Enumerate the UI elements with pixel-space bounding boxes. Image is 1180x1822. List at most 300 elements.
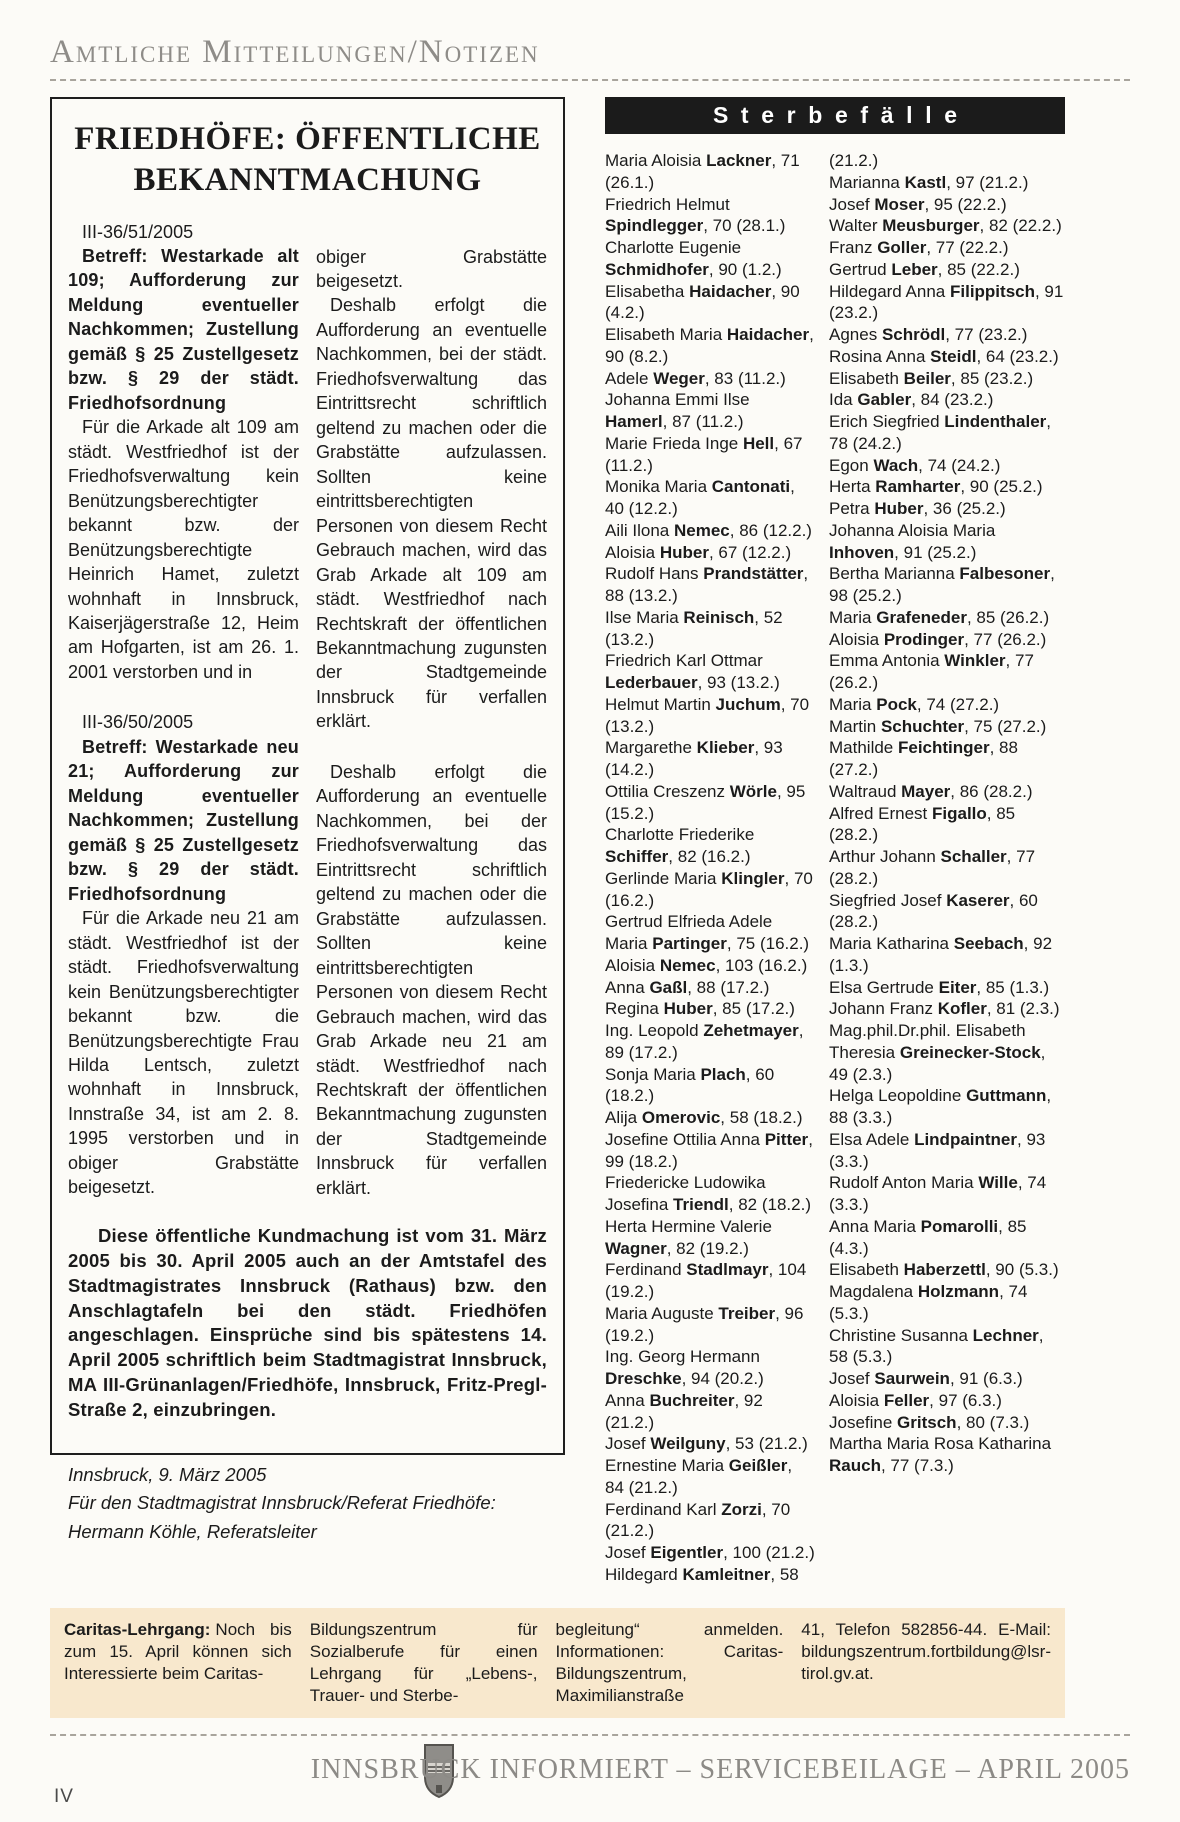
death-age-date: , 70 (16.2.) — [605, 868, 813, 910]
death-given-names: Maria Katharina — [829, 934, 954, 953]
notice-title-line2: BEKANNTMACHUNG — [133, 162, 482, 199]
notice-paragraph: obiger Grabstätte beigesetzt. — [316, 246, 547, 291]
death-surname: Nemec — [659, 955, 716, 975]
death-surname: Pock — [876, 694, 917, 714]
death-age-date: , 53 (21.2.) — [725, 1434, 808, 1454]
death-age-date: , 77 (26.2.) — [964, 629, 1047, 649]
death-entry — [605, 281, 815, 325]
death-age-date: , 95 (15.2.) — [605, 781, 806, 823]
death-entry — [605, 1390, 815, 1434]
death-surname: Spindlegger — [605, 216, 704, 236]
death-surname: Steidl — [930, 346, 977, 366]
death-entry — [829, 650, 1065, 694]
death-given-names: Elisabeth — [829, 368, 904, 388]
death-given-names: Rudolf Anton Maria — [829, 1173, 979, 1193]
death-entry — [829, 1390, 1065, 1412]
death-surname: Weger — [653, 368, 705, 388]
death-age-date: , 93 (14.2.) — [605, 738, 783, 779]
death-age-date: , 88 (3.3.) — [829, 1086, 1052, 1127]
death-entry — [829, 194, 1065, 216]
main-content — [50, 97, 1065, 1586]
death-given-names: Ferdinand Karl — [605, 1499, 722, 1519]
death-age-date: , 86 (28.2.) — [950, 781, 1033, 801]
death-entry — [605, 1020, 815, 1064]
notice-column-left — [68, 220, 299, 1201]
death-given-names: Martin — [829, 716, 881, 736]
death-surname: Feller — [883, 1390, 930, 1410]
death-given-names: Magdalena — [829, 1282, 918, 1301]
death-surname: Falbesoner — [959, 564, 1051, 584]
death-age-date: , 70 (28.1.) — [703, 216, 786, 236]
death-surname: Meusburger — [882, 216, 980, 236]
death-entry — [605, 237, 815, 281]
death-age-date: , 74 (5.3.) — [829, 1282, 1028, 1323]
death-age-date: , 70 (21.2.) — [605, 1499, 791, 1541]
death-entry — [829, 1412, 1065, 1434]
death-given-names: Josefine Ottilia Anna — [605, 1129, 765, 1149]
death-age-date: , 85 (26.2.) — [966, 607, 1050, 627]
death-age-date: , 98 (25.2.) — [829, 564, 1055, 605]
death-surname: Kofler — [937, 999, 987, 1019]
death-entry — [605, 694, 815, 738]
death-surname: Huber — [663, 999, 713, 1019]
death-age-date: , 80 (7.3.) — [956, 1412, 1030, 1432]
death-entry — [605, 781, 815, 825]
death-surname: Eigentler — [650, 1543, 724, 1562]
deaths-column-right — [829, 150, 1065, 1586]
death-age-date: , 77 (26.2.) — [829, 651, 1034, 692]
death-surname: Wille — [978, 1173, 1018, 1193]
death-age-date: , 99 (18.2.) — [605, 1129, 813, 1171]
death-given-names: Gertrud Elfrieda Adele Maria — [605, 912, 773, 953]
death-age-date: , 84 (21.2.) — [605, 1456, 793, 1497]
death-surname: Inhoven — [829, 542, 895, 562]
death-age-date: , 74 (24.2.) — [918, 455, 1001, 475]
death-age-date: , 58 (5.3.) — [829, 1325, 1044, 1367]
death-entry — [605, 650, 815, 694]
death-surname: Saurwein — [874, 1369, 950, 1388]
death-entry — [829, 215, 1065, 237]
death-surname: Lackner — [706, 151, 772, 170]
death-age-date: , 89 (17.2.) — [605, 1021, 804, 1062]
death-entry — [829, 1259, 1065, 1281]
death-age-date: , 96 (19.2.) — [605, 1303, 804, 1345]
death-given-names: Petra — [829, 499, 875, 518]
death-given-names: Christine Susanna — [829, 1325, 973, 1345]
death-entry — [605, 324, 815, 368]
death-given-names: Gerlinde Maria — [605, 868, 722, 888]
death-age-date: , 75 (27.2.) — [964, 716, 1047, 736]
caritas-column-1 — [64, 1619, 292, 1707]
notice-signature: Für den Stadtmagistrat Innsbruck/Referat Friedhöfe: Hermann Köhle, Referatsleiter — [68, 1492, 496, 1542]
footer-row — [50, 1736, 1130, 1822]
death-given-names: Alfred Ernest — [829, 803, 932, 823]
death-given-names: Anna Maria — [829, 1216, 921, 1236]
death-surname: Filippitsch — [949, 281, 1035, 301]
death-entry — [829, 1216, 1065, 1260]
death-age-date: , 77 (23.2.) — [945, 325, 1028, 344]
death-entry — [605, 194, 815, 238]
death-surname: Zorzi — [721, 1499, 762, 1519]
death-entry — [605, 1564, 815, 1586]
death-age-date: , 86 (12.2.) — [729, 520, 812, 540]
notice-paragraph: III-36/51/2005 — [82, 221, 194, 242]
death-given-names: Hildegard Anna — [829, 281, 950, 301]
footer — [50, 1734, 1130, 1822]
death-entry — [605, 955, 815, 977]
death-age-date: , 58 — [770, 1564, 799, 1584]
death-entry — [605, 607, 815, 651]
death-surname: Klieber — [696, 738, 755, 758]
death-given-names: Bertha Marianna — [829, 564, 960, 584]
caritas-column-4: 41, Telefon 582856-44. E-Mail: bildungszentrum.fortbildung@lsr-tirol.gv.at. — [801, 1619, 1052, 1683]
death-surname: Buchreiter — [649, 1390, 735, 1410]
death-surname: Grafeneder — [876, 607, 967, 627]
death-age-date: , 36 (25.2.) — [923, 499, 1006, 518]
death-given-names: Charlotte Eugenie — [605, 238, 742, 257]
death-surname: Moser — [874, 194, 925, 214]
death-age-date: , 85 (1.3.) — [976, 977, 1050, 997]
death-age-date: , 77 (7.3.) — [880, 1456, 954, 1475]
death-entry — [829, 1368, 1065, 1390]
notice-columns — [68, 220, 547, 1201]
death-surname: Stadlmayr — [686, 1260, 769, 1280]
death-given-names: Josefine — [829, 1412, 898, 1432]
death-age-date: , 91 (6.3.) — [949, 1369, 1023, 1388]
death-age-date: , 93 (13.2.) — [697, 673, 780, 692]
death-given-names: Marianna — [829, 172, 905, 192]
death-surname: Seebach — [953, 934, 1024, 953]
notice-paragraph: Für die Arkade alt 109 am städt. Westfriedhof ist der Friedhofsverwaltung kein Benützungsberechtigter bekannt bzw. der Benützungsberechtigte Heinrich Hamet, zuletzt wohnhaft in Innsbruck, Kaiserjägerstraße 12, Heim am Hofgarten, ist am 26. 1. 2001 verstorben und in — [68, 417, 299, 682]
section-title: Amtliche Mitteilungen/Notizen — [50, 34, 540, 70]
death-entry — [829, 411, 1065, 455]
death-surname: Kaserer — [946, 890, 1010, 910]
death-given-names: Friedrich Karl Ottmar — [605, 651, 763, 671]
death-age-date: , 85 (22.2.) — [937, 259, 1020, 279]
death-entry — [829, 803, 1065, 847]
death-age-date: , 95 (22.2.) — [924, 194, 1007, 214]
death-surname: Weilguny — [650, 1434, 726, 1454]
death-age-date: , 90 (8.2.) — [605, 325, 814, 366]
death-surname: Greinecker-Stock — [899, 1042, 1041, 1062]
death-given-names: Herta — [829, 477, 876, 497]
death-entry — [829, 281, 1065, 325]
death-age-date: , 85 (4.3.) — [829, 1216, 1027, 1258]
death-entry — [605, 1542, 815, 1564]
death-entry — [605, 368, 815, 390]
death-entry — [829, 607, 1065, 629]
death-age-date: , 88 (13.2.) — [605, 564, 809, 605]
death-entry — [829, 716, 1065, 738]
death-surname: Omerovic — [641, 1108, 721, 1127]
death-given-names: Agnes — [829, 325, 882, 344]
caritas-column-3: begleitung“ anmelden. Informationen: Caritas-Bildungszentrum, Maximilianstraße — [555, 1619, 784, 1705]
death-age-date: , 77 (22.2.) — [926, 238, 1009, 257]
death-given-names: Maria Aloisia — [605, 151, 707, 170]
paragraph-gap — [316, 734, 547, 760]
death-entry — [829, 455, 1065, 477]
death-given-names: Erich Siegfried — [829, 412, 945, 431]
death-age-date: , 40 (12.2.) — [605, 477, 795, 518]
death-entry — [829, 563, 1065, 607]
death-age-date: , 60 (28.2.) — [829, 890, 1038, 932]
death-entry — [605, 737, 815, 781]
death-given-names: Hildegard — [605, 1564, 683, 1584]
paragraph-gap — [68, 684, 299, 710]
death-surname: Reinisch — [683, 607, 755, 627]
death-age-date: , 49 (2.3.) — [829, 1042, 1046, 1084]
death-surname: Schaller — [940, 847, 1007, 866]
death-given-names: Josef — [829, 1369, 875, 1388]
notice-closing-paragraph: Diese öffentliche Kundmachung ist vom 31. März 2005 bis 30. April 2005 auch an der Amtstafel des Stadtmagistrates Innsbruck (Rathaus) bzw. den Anschlagtafeln bei den städt. Friedhöfen angeschlagen. Einsprüche sind bis spätestens 14. April 2005 schriftlich beim Stadtmagistrat Innsbruck, MA III-Grünanlagen/Friedhöfe, Innsbruck, Fritz-Pregl-Straße 2, einzubringen. — [68, 1225, 547, 1420]
death-given-names: Rosina Anna — [829, 346, 931, 366]
death-surname: Lederbauer — [605, 673, 698, 692]
death-entry — [829, 498, 1065, 520]
death-surname: Schmidhofer — [605, 259, 709, 279]
death-entry — [829, 629, 1065, 651]
death-given-names: Ing. Georg Hermann — [605, 1347, 760, 1367]
death-entry — [829, 1020, 1065, 1085]
death-age-date: , 74 (3.3.) — [829, 1173, 1047, 1214]
death-surname: Gritsch — [897, 1412, 957, 1432]
death-age-date: , 75 (16.2.) — [726, 934, 810, 953]
death-age-date: , 82 (16.2.) — [668, 847, 751, 866]
death-entry — [829, 1433, 1065, 1477]
death-given-names: Alija — [605, 1108, 642, 1127]
death-age-date: , 97 (21.2.) — [946, 172, 1029, 192]
death-given-names: Helga Leopoldine — [829, 1086, 967, 1106]
death-given-names: Martha Maria Rosa Katharina — [829, 1434, 1052, 1454]
death-entry — [605, 563, 815, 607]
death-surname: Hell — [742, 433, 775, 453]
death-entry — [605, 1499, 815, 1543]
death-surname: Pomarolli — [920, 1216, 999, 1236]
death-surname: Gaßl — [649, 977, 688, 997]
death-entry — [605, 1259, 815, 1303]
death-surname: Schrödl — [881, 325, 946, 344]
death-age-date: , 78 (24.2.) — [829, 412, 1052, 453]
death-surname: Holzmann — [917, 1282, 1000, 1301]
death-entry — [605, 977, 815, 999]
death-entry — [605, 1303, 815, 1347]
death-given-names: Ida — [829, 390, 858, 410]
death-surname: Prodinger — [883, 629, 965, 649]
death-surname: Goller — [877, 238, 927, 257]
death-age-date: , 60 (18.2.) — [605, 1064, 775, 1106]
death-given-names: Johanna Aloisia Maria — [829, 520, 996, 540]
death-entry — [829, 368, 1065, 390]
death-surname: Wagner — [605, 1238, 667, 1258]
death-surname: Figallo — [932, 803, 987, 823]
death-given-names: Aloisia — [605, 955, 660, 975]
death-entry — [829, 977, 1065, 999]
death-surname: Lechner — [972, 1325, 1039, 1345]
death-surname: Leber — [891, 259, 938, 279]
death-given-names: Johann Franz — [829, 999, 938, 1019]
notice-paragraph: III-36/50/2005 — [82, 712, 194, 733]
death-entry — [605, 150, 815, 194]
death-age-date: , 94 (20.2.) — [681, 1369, 764, 1388]
death-age-date: , 67 (11.2.) — [605, 433, 803, 475]
notice-title-line1: FRIEDHÖFE: ÖFFENTLICHE — [74, 121, 541, 157]
death-surname: Pitter — [764, 1129, 809, 1149]
death-age-date: , 92 (1.3.) — [829, 934, 1053, 975]
death-given-names: Aloisia — [829, 1390, 884, 1410]
death-surname: Gabler — [857, 390, 912, 410]
death-surname: Nemec — [673, 520, 730, 540]
death-surname: Wach — [873, 455, 919, 475]
public-notice-box — [50, 97, 565, 1542]
death-given-names: Adele — [605, 368, 654, 388]
death-surname: Haidacher — [726, 325, 810, 344]
death-surname: Eiter — [938, 977, 977, 997]
death-given-names: Elsa Gertrude — [829, 977, 939, 997]
death-surname: Klingler — [721, 868, 785, 888]
death-entry — [829, 1129, 1065, 1173]
death-age-date: , 93 (3.3.) — [829, 1129, 1046, 1171]
death-entry — [829, 259, 1065, 281]
death-given-names: Ilse Maria — [605, 607, 684, 627]
death-age-date: , 84 (23.2.) — [911, 390, 994, 410]
death-surname: Geißler — [728, 1456, 788, 1475]
death-given-names: Anna — [605, 1390, 650, 1410]
death-entry — [829, 933, 1065, 977]
death-entry — [829, 520, 1065, 564]
death-entry — [829, 846, 1065, 890]
death-entry — [605, 389, 815, 433]
death-given-names: Mag.phil.Dr.phil. Elisabeth Theresia — [829, 1021, 1026, 1062]
death-entry — [829, 1172, 1065, 1216]
death-age-date: , 103 (16.2.) — [715, 955, 808, 975]
death-entry — [829, 694, 1065, 716]
caritas-text-1: Noch bis zum 15. April können sich Interessierte beim Caritas- — [64, 1619, 292, 1683]
death-given-names: Emma Antonia — [829, 651, 945, 671]
death-age-date: , 85 (28.2.) — [829, 803, 1016, 845]
death-given-names: Margarethe — [605, 738, 697, 758]
death-given-names: Ing. Leopold — [605, 1021, 704, 1040]
notice-signature-block — [68, 1461, 547, 1547]
death-surname: Ramharter — [875, 477, 961, 497]
death-entry — [829, 172, 1065, 194]
death-surname: Mayer — [901, 781, 951, 801]
death-given-names: Johanna Emmi Ilse — [605, 390, 750, 410]
death-given-names: Arthur Johann — [829, 847, 941, 866]
death-given-names: Elisabeth Maria — [605, 325, 727, 344]
death-age-date: , 92 (21.2.) — [605, 1390, 763, 1432]
death-given-names: Franz — [829, 238, 878, 257]
notice-paragraph: Deshalb erfolgt die Aufforderung an eventuelle Nachkommen, bei der Friedhofsverwaltung das Eintrittsrecht schriftlich geltend zu machen oder die Grabstätte aufzulassen. Sollten keine eintrittsberechtigten Personen von diesem Recht Gebrauch machen, wird das Grab Arkade neu 21 am städt. Westfriedhof nach Rechtskraft der öffentlichen Bekanntmachung zugunsten der Stadtgemeinde Innsbruck für verfallen erklärt. — [316, 761, 547, 1198]
death-given-names: Mathilde — [829, 738, 898, 758]
caritas-column-2: Bildungszentrum für Sozialberufe für einen Lehrgang für „Lebens-, Trauer- und Sterbe- — [309, 1619, 538, 1705]
death-surname: Feichtinger — [897, 738, 990, 758]
death-age-date: , 90 (4.2.) — [605, 281, 800, 323]
death-age-date: , 64 (23.2.) — [976, 346, 1059, 366]
death-age-date: , 82 (18.2.) — [728, 1195, 811, 1214]
notice-column-right — [316, 220, 547, 1201]
death-given-names: Sonja Maria — [605, 1064, 701, 1084]
death-surname: Winkler — [944, 651, 1006, 671]
death-entry — [605, 868, 815, 912]
death-given-names: Friedericke Ludowika Josefina — [605, 1173, 766, 1214]
death-entry — [829, 1281, 1065, 1325]
death-surname: Plach — [700, 1064, 746, 1084]
death-given-names: Josef — [829, 194, 875, 214]
death-surname: Triendl — [673, 1195, 729, 1214]
death-surname: Guttmann — [966, 1086, 1047, 1106]
death-age-date: , 88 (17.2.) — [687, 977, 770, 997]
death-given-names: Elisabeth — [829, 1260, 904, 1280]
death-given-names: Friedrich Helmut — [605, 194, 730, 214]
death-age-date: , 82 (22.2.) — [979, 216, 1062, 236]
death-age-date: , 74 (27.2.) — [916, 694, 1000, 714]
death-surname: Kastl — [904, 172, 947, 192]
death-given-names: Siegfried Josef — [829, 890, 947, 910]
death-given-names: Maria — [829, 694, 877, 714]
notice-dateline: Innsbruck, 9. März 2005 — [68, 1463, 267, 1485]
death-entry — [605, 1064, 815, 1108]
death-surname: Schiffer — [605, 847, 669, 866]
death-surname: Lindenthaler — [944, 412, 1047, 431]
death-surname: Juchum — [715, 694, 781, 714]
death-surname: Partinger — [652, 934, 727, 953]
death-entry — [605, 1107, 815, 1129]
death-entry — [829, 150, 1065, 172]
deaths-column-left — [605, 150, 815, 1586]
death-entry — [605, 824, 815, 868]
death-given-names: Maria Auguste — [605, 1303, 719, 1323]
death-entry — [829, 1325, 1065, 1369]
footer-publication-title: INNSBRUCK INFORMIERT – SERVICEBEILAGE – APRIL 2005 — [310, 1753, 1130, 1785]
death-entry — [605, 1129, 815, 1173]
death-age-date: , 85 (17.2.) — [712, 999, 795, 1019]
death-age-date: , 88 (27.2.) — [829, 738, 1018, 779]
death-age-date: , 81 (2.3.) — [986, 999, 1060, 1019]
death-given-names: Josef — [605, 1434, 651, 1454]
death-age-date: , 91 (23.2.) — [829, 281, 1064, 323]
death-surname: Rauch — [829, 1456, 881, 1475]
death-surname: Hamerl — [605, 412, 663, 431]
death-given-names: Maria — [829, 607, 877, 627]
death-entry — [829, 324, 1065, 346]
deaths-section-header: Sterbefälle — [605, 97, 1065, 134]
death-age-date: , 70 (13.2.) — [605, 694, 810, 736]
death-given-names: (21.2.) — [829, 151, 879, 170]
death-entry — [605, 911, 815, 955]
death-age-date: , 90 (5.3.) — [985, 1260, 1059, 1280]
death-age-date: , 104 (19.2.) — [605, 1260, 807, 1301]
death-entry — [605, 1216, 815, 1260]
death-age-date: , 67 (12.2.) — [708, 542, 792, 562]
notice-title — [68, 119, 547, 202]
death-given-names: Ernestine Maria — [605, 1456, 729, 1475]
death-given-names: Aloisia — [829, 629, 884, 649]
death-age-date: , 87 (11.2.) — [662, 412, 744, 431]
death-age-date: , 77 (28.2.) — [829, 847, 1036, 888]
death-entry — [829, 781, 1065, 803]
death-surname: Haidacher — [689, 281, 772, 301]
death-surname: Prandstätter — [703, 564, 804, 584]
death-age-date: , 52 (13.2.) — [605, 607, 783, 649]
death-given-names: Egon — [829, 455, 874, 475]
deaths-columns — [605, 150, 1065, 1586]
death-entry — [605, 1346, 815, 1390]
death-age-date: , 58 (18.2.) — [720, 1108, 803, 1127]
notice-paragraph: Betreff: Westarkade alt 109; Aufforderung zur Meldung eventueller Nachkommen; Zustellung gemäß § 25 Zustellgesetz bzw. § 29 der städt. Friedhofsordnung — [68, 245, 299, 413]
death-age-date: , 82 (19.2.) — [666, 1238, 749, 1258]
death-entry — [605, 998, 815, 1020]
death-age-date: , 90 (25.2.) — [960, 477, 1043, 497]
death-entry — [605, 476, 815, 520]
